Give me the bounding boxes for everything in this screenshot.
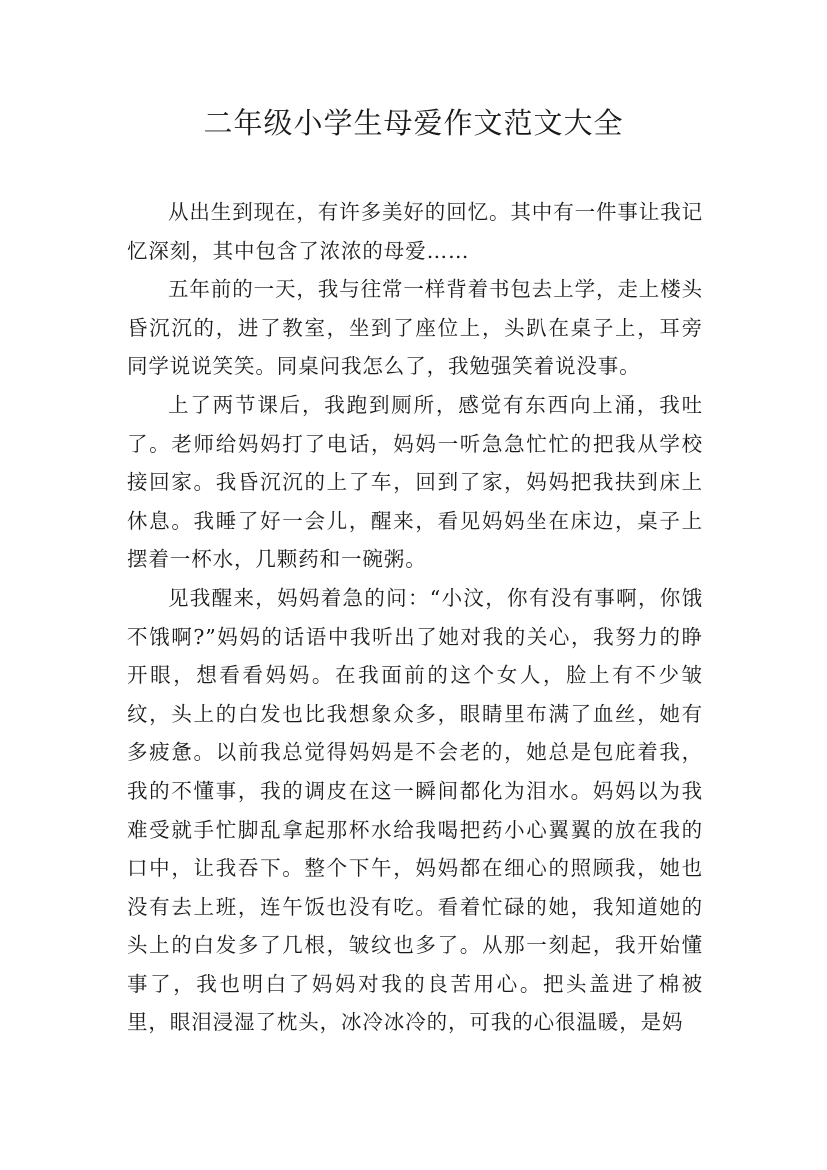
paragraph-2: 五年前的一天，我与往常一样背着书包去上学，走上楼头昏沉沉的，进了教室，坐到了座位上，头趴在桌子上，耳旁同学说说笑笑。同桌问我怎么了，我勉强笑着说没事。 (127, 277, 703, 379)
document-body (127, 193, 703, 1042)
paragraph-4: 见我醒来，妈妈着急的问：“小汶，你有没有事啊，你饿不饿啊?”妈妈的话语中我听出了她对我的关心，我努力的睁开眼，想看看妈妈。在我面前的这个女人，脸上有不少皱纹，头上的白发也比我想象众多，眼睛里布满了血丝，她有多疲惫。以前我总觉得妈妈是不会老的，她总是包庇着我，我的不懂事，我的调皮在这一瞬间都化为泪水。妈妈以为我难受就手忙脚乱拿起那杯水给我喝把药小心翼翼的放在我的口中，让我吞下。整个下午，妈妈都在细心的照顾我，她也没有去上班，连午饭也没有吃。看着忙碌的她，我知道她的头上的白发多了几根，皱纹也多了。从那一刻起，我开始懂事了，我也明白了妈妈对我的良苦用心。把头盖进了棉被里，眼泪浸湿了枕头，冰冷冰冷的，可我的心很温暖，是妈 (127, 585, 703, 1035)
paragraph-1: 从出生到现在，有许多美好的回忆。其中有一件事让我记忆深刻，其中包含了浓浓的母爱…… (127, 200, 703, 263)
document-title: 二年级小学生母爱作文范文大全 (203, 106, 624, 140)
paragraph-3: 上了两节课后，我跑到厕所，感觉有东西向上涌，我吐了。老师给妈妈打了电话，妈妈一听急急忙忙的把我从学校接回家。我昏沉沉的上了车，回到了家，妈妈把我扶到床上休息。我睡了好一会儿，醒来，看见妈妈坐在床边，桌子上摆着一杯水，几颗药和一碗粥。 (127, 392, 703, 572)
